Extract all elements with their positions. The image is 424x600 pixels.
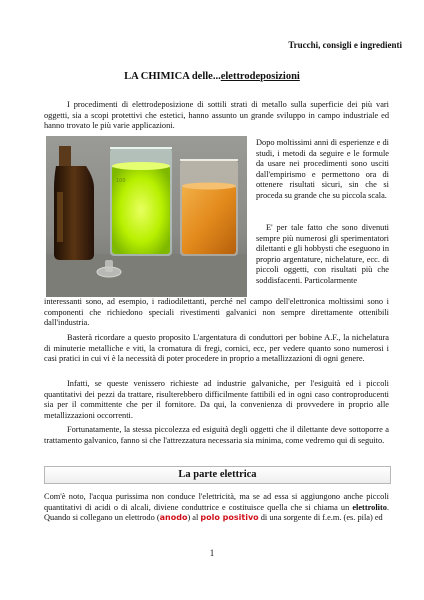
section-heading-box: [44, 466, 391, 484]
intro-paragraph: I procedimenti di elettrodeposizione di sottili strati di metallo sulla superficie dei più vari oggetti, sia a scopi protettivi che estetici, hanno assunto un grande sviluppo in campo industriale ed hanno trovato le più varie applicazioni.: [44, 100, 389, 131]
text-span: Com'è noto, l'acqua purissima non conduce l'elettricità, ma se ad essa si aggiungono anche piccoli quantitativi di acidi o di alcali, diviene conduttrice e costituisce quella che si chiama un: [44, 492, 389, 512]
full-paragraph-continuation: interessanti sono, ad esempio, i radiodilettanti, perché nel campo dell'elettronica moltissimi sono i componenti che richiedono speciali rivestimenti galvanici non sempre direttamente ottenibili dall'industria.: [44, 297, 389, 328]
article-title: [0, 71, 424, 82]
term-anodo: anodo: [159, 513, 188, 523]
text-span: ) al: [187, 513, 201, 523]
paragraph-fortunatamente: Fortunatamente, la stessa piccolezza ed esiguità degli oggetti che il dilettante deve sottoporre a trattamento galvanico, fanno si che l'attrezzatura necessaria sia minima, come vedremo qui di seguito.: [44, 425, 389, 445]
paragraph-industrie: Infatti, se queste venissero richieste ad industrie galvaniche, per l'esiguità ed i piccoli quantitativi dei pezzi da trattare, risulterebbero difficilmente fattibili ed in ogni caso controproducenti sia per il committente che per il fornitore. Da qui, la convenienza di provvedere in proprio alle metallizzazioni occorrenti.: [44, 379, 389, 420]
svg-text:100: 100: [116, 178, 126, 184]
text-span: di una sorgente di f.e.m. (es. pila) ed: [258, 513, 383, 523]
page-number: 1: [209, 548, 215, 558]
section-paragraph: [44, 492, 389, 524]
section-title: La parte elettrica: [178, 469, 257, 480]
side-paragraph-2: E' per tale fatto che sono divenuti sempre più numerosi gli sperimentatori dilettanti e gli hobbysti che eseguono in proprio argentature, nichelature, ecc. di piccoli oggetti, con risultati più che soddisfacenti. Particolarmente: [256, 223, 390, 285]
running-header: Trucchi, consigli e ingredienti: [288, 40, 402, 50]
title-underlined: elettrodeposizioni: [220, 71, 300, 82]
paragraph-argentatura: Basterà ricordare a questo proposito L'argentatura di conduttori per bobine A.F., la nichelatura di minuterie metalliche e viti, la cromatura di fregi, cornici, ecc, per vedere quanto sono numerosi i casi pratici in cui vi è la necessità di poter procedere in proprio a metallizzazioni di ogni genere.: [44, 333, 389, 364]
text-span: . Quando si collegano un elettrodo (: [44, 502, 389, 523]
side-paragraph-1: Dopo moltissimi anni di esperienze e di studi, i metodi da seguire e le formule da usare nei procedimenti sono usciti dall'empirismo e permettono ora di ottenere risultati sicuri, sin che si proceda su grande che su piccola scala.: [256, 138, 389, 200]
term-polo-positivo: polo positivo: [200, 513, 259, 523]
laboratory-glassware-photo: [46, 136, 247, 297]
term-elettrolito: elettrolito: [352, 502, 387, 512]
title-prefix: LA CHIMICA delle...: [124, 71, 221, 82]
